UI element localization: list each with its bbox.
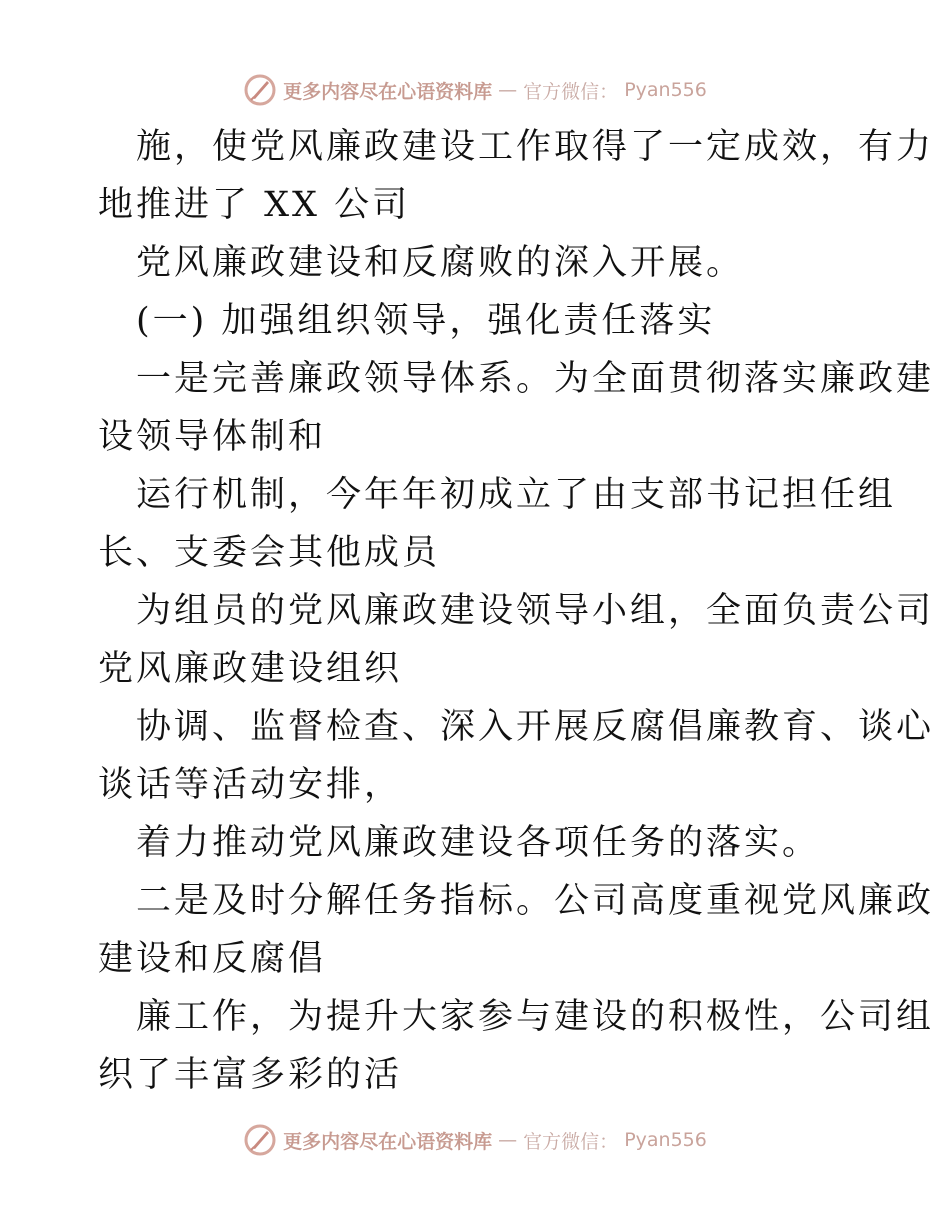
watermark-separator: —	[498, 79, 518, 101]
feather-pen-circle-icon	[243, 73, 277, 107]
text-line: 党风廉政建设和反腐败的深入开展。	[136, 243, 745, 283]
text-line: 为组员的党风廉政建设领导小组，全面负责公司	[136, 591, 935, 631]
footer-watermark	[0, 1120, 950, 1160]
watermark-id: Pyan556	[624, 79, 707, 101]
header-watermark	[0, 70, 950, 110]
text-line: 运行机制，今年年初成立了由支部书记担任组	[136, 475, 897, 515]
text-line: 建设和反腐倡	[98, 939, 327, 979]
text-line: 地推进了 XX 公司	[98, 185, 411, 225]
watermark-separator: —	[498, 1129, 518, 1151]
text-line: 长、支委会其他成员	[98, 533, 441, 573]
text-line: 织了丰富多彩的活	[98, 1055, 403, 1095]
document-body	[98, 118, 935, 1104]
watermark-brand: 更多内容尽在心语资料库	[283, 80, 493, 103]
text-line: 着力推动党风廉政建设各项任务的落实。	[136, 823, 821, 863]
watermark-label: 官方微信：	[523, 1130, 619, 1153]
watermark-brand: 更多内容尽在心语资料库	[283, 1130, 493, 1153]
text-line: 协调、监督检查、深入开展反腐倡廉教育、谈心	[136, 707, 935, 747]
watermark-label: 官方微信：	[523, 80, 619, 103]
text-line: 党风廉政建设组织	[98, 649, 403, 689]
text-line: 廉工作，为提升大家参与建设的积极性，公司组	[136, 997, 935, 1037]
text-line: 施，使党风廉政建设工作取得了一定成效，有力	[136, 127, 935, 167]
section-heading: (一) 加强组织领导，强化责任落实	[136, 301, 716, 341]
text-line: 二是及时分解任务指标。公司高度重视党风廉政	[136, 881, 935, 921]
watermark-id: Pyan556	[624, 1129, 707, 1151]
feather-pen-circle-icon	[243, 1123, 277, 1157]
text-line: 谈话等活动安排，	[98, 765, 403, 805]
text-line: 设领导体制和	[98, 417, 327, 457]
text-line: 一是完善廉政领导体系。为全面贯彻落实廉政建	[136, 359, 935, 399]
